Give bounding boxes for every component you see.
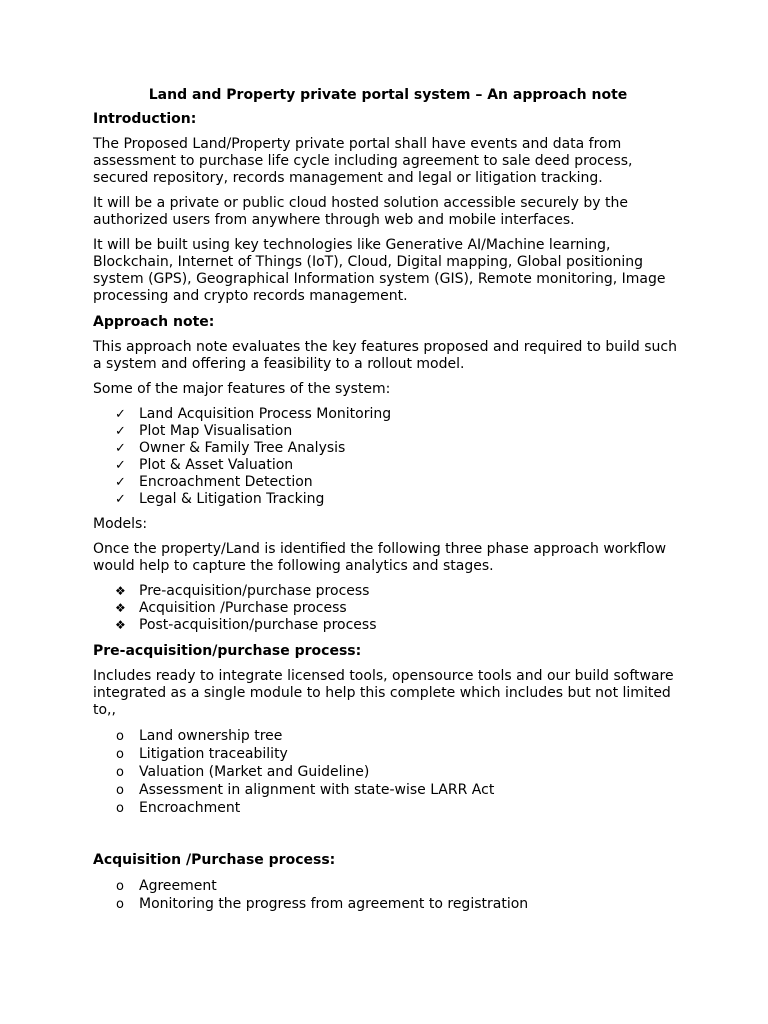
list-item: ❖ Pre-acquisition/purchase process — [115, 583, 370, 599]
introduction-paragraph-3: It will be built using key technologies like Generative AI/Machine learning, Blockchain, Internet of Things (IoT), Cloud, Digital mapping, Global positioning system (GPS), Geographical Information system (GIS), Remote monitoring, Image processing and crypto records management. — [93, 237, 666, 304]
list-item: ❖ Post-acquisition/purchase process — [115, 617, 377, 633]
diamond-bullet-icon: ❖ — [115, 601, 126, 615]
list-item: ✓ Plot Map Visualisation — [115, 423, 293, 439]
checkmark-icon: ✓ — [115, 441, 126, 456]
list-item: o Agreement — [116, 878, 217, 894]
list-item: o Valuation (Market and Guideline) — [116, 764, 370, 780]
checkmark-icon: ✓ — [115, 407, 126, 422]
list-item: ✓ Plot & Asset Valuation — [115, 457, 294, 473]
circle-bullet-icon: o — [116, 765, 124, 780]
document-page — [93, 86, 683, 921]
checkmark-icon: ✓ — [115, 458, 126, 473]
list-item: o Assessment in alignment with state-wise LARR Act — [116, 782, 495, 798]
acquisition-heading: Acquisition /Purchase process: — [93, 852, 336, 868]
pre-acquisition-paragraph: Includes ready to integrate licensed tools, opensource tools and our build software integrated as a single module to help this complete which includes but not limited to,, — [93, 668, 674, 718]
circle-bullet-icon: o — [116, 801, 124, 816]
circle-bullet-icon: o — [116, 879, 124, 894]
document-title: Land and Property private portal system – An approach note — [148, 87, 628, 103]
checkmark-icon: ✓ — [115, 475, 126, 490]
list-item: o Land ownership tree — [116, 728, 283, 744]
circle-bullet-icon: o — [116, 747, 124, 762]
checkmark-icon: ✓ — [115, 492, 126, 507]
circle-bullet-icon: o — [116, 783, 124, 798]
models-label: Models: — [93, 516, 148, 532]
list-item: ❖ Acquisition /Purchase process — [115, 600, 347, 616]
list-item: ✓ Owner & Family Tree Analysis — [115, 440, 346, 456]
list-item: ✓ Encroachment Detection — [115, 474, 313, 490]
diamond-bullet-icon: ❖ — [115, 584, 126, 598]
list-item: o Litigation traceability — [116, 746, 288, 762]
blank-line — [93, 825, 683, 851]
approach-note-heading: Approach note: — [93, 314, 215, 330]
models-paragraph: Once the property/Land is identified the following three phase approach workflow would help to capture the following analytics and stages. — [93, 541, 667, 574]
features-list — [93, 406, 683, 508]
list-item: ✓ Land Acquisition Process Monitoring — [115, 406, 392, 422]
features-intro: Some of the major features of the system: — [93, 381, 391, 397]
approach-note-paragraph: This approach note evaluates the key features proposed and required to build such a system and offering a feasibility to a rollout model. — [93, 339, 677, 372]
list-item: ✓ Legal & Litigation Tracking — [115, 491, 325, 507]
diamond-bullet-icon: ❖ — [115, 618, 126, 632]
pre-acquisition-list — [93, 727, 683, 817]
acquisition-list — [93, 877, 683, 913]
list-item: o Encroachment — [116, 800, 241, 816]
phases-list — [93, 583, 683, 634]
circle-bullet-icon: o — [116, 897, 124, 912]
list-item: o Monitoring the progress from agreement to registration — [116, 896, 529, 912]
introduction-paragraph-1: The Proposed Land/Property private portal shall have events and data from assessment to purchase life cycle including agreement to sale deed process, secured repository, records management and legal or litigation tracking. — [93, 136, 633, 186]
circle-bullet-icon: o — [116, 729, 124, 744]
checkmark-icon: ✓ — [115, 424, 126, 439]
introduction-heading: Introduction: — [93, 111, 197, 127]
introduction-paragraph-2: It will be a private or public cloud hosted solution accessible securely by the authorized users from anywhere through web and mobile interfaces. — [93, 195, 629, 228]
pre-acquisition-heading: Pre-acquisition/purchase process: — [93, 643, 362, 659]
